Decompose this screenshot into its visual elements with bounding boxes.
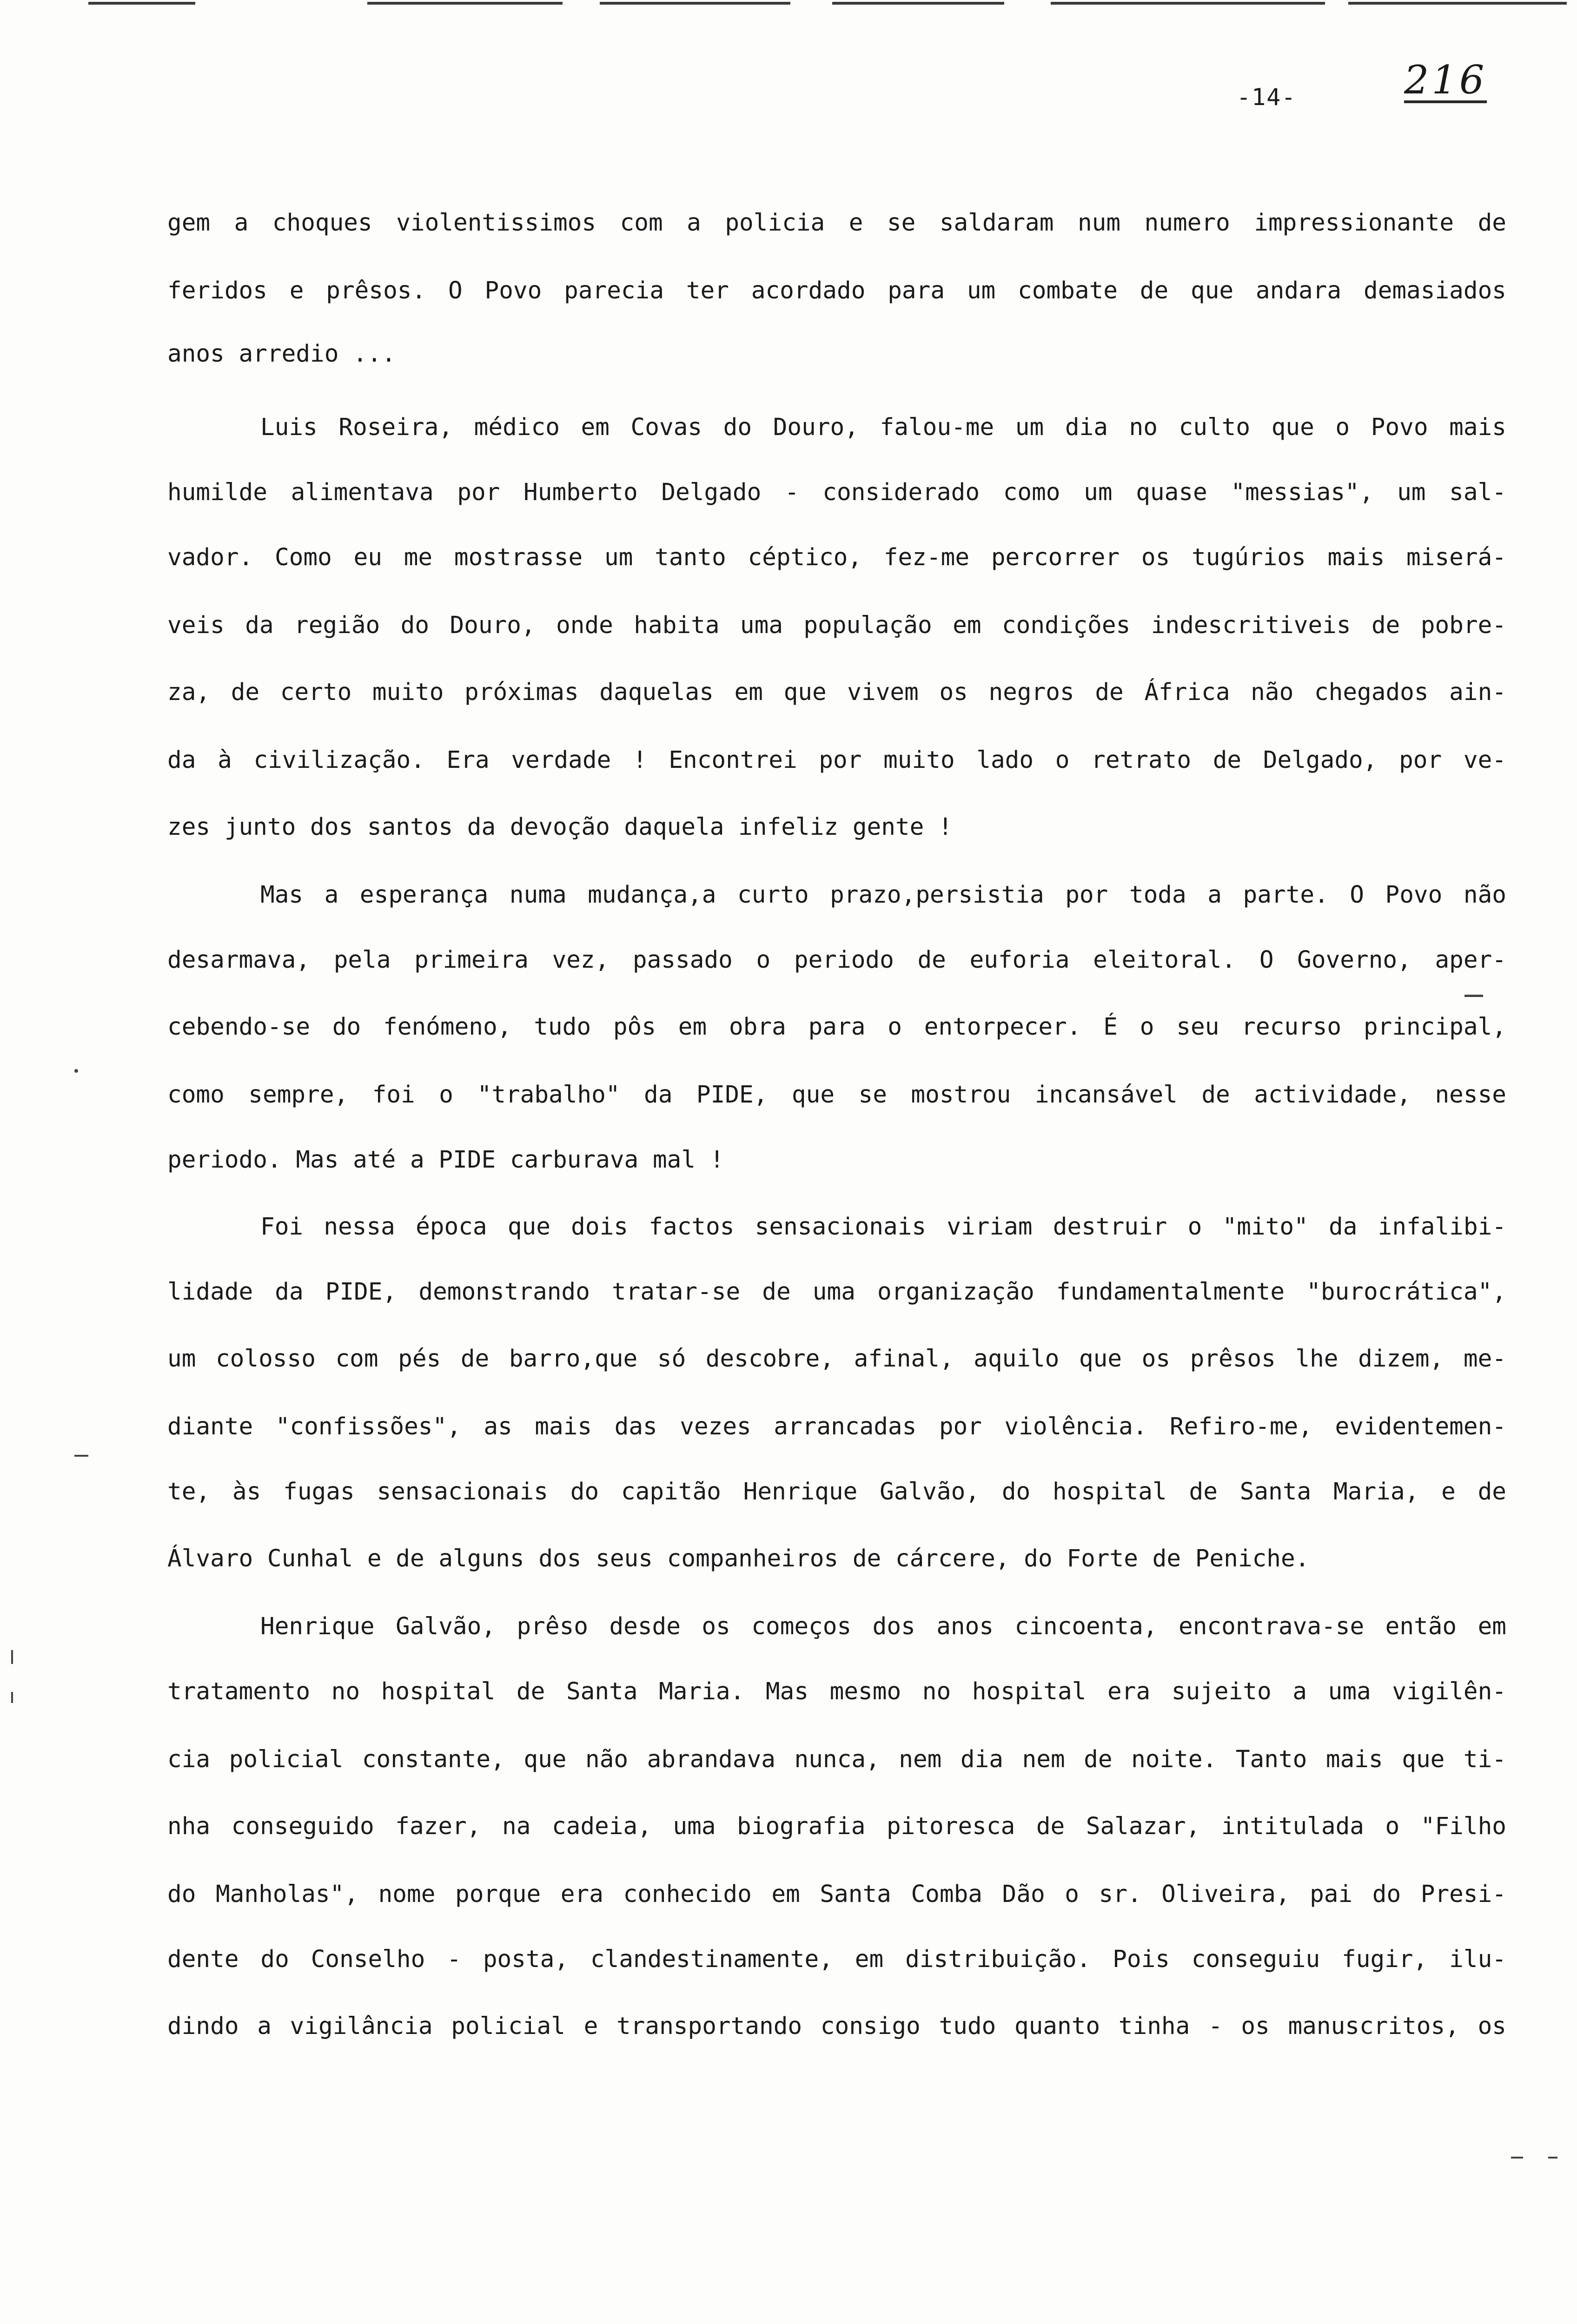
text-line: diante "confissões", as mais das vezes arrancadas por violência. Refiro-me, evidentemen- bbox=[167, 1413, 1506, 1440]
scan-edge-line bbox=[1051, 2, 1325, 5]
text-line: como sempre, foi o "trabalho" da PIDE, que se mostrou incansável de actividade, nesse bbox=[167, 1081, 1506, 1109]
text-line: Álvaro Cunhal e de alguns dos seus companheiros de cárcere, do Forte de Peniche. bbox=[167, 1545, 1310, 1572]
text-line: desarmava, pela primeira vez, passado o periodo de euforia eleitoral. O Governo, aper- bbox=[167, 946, 1506, 974]
text-line: Mas a esperança numa mudança,a curto prazo,persistia por toda a parte. O Povo não bbox=[260, 881, 1506, 909]
archive-number: 216 bbox=[1404, 57, 1487, 103]
text-line: veis da região do Douro, onde habita uma população em condições indescritiveis de pobre- bbox=[167, 612, 1506, 639]
text-line: do Manholas", nome porque era conhecido em Santa Comba Dão o sr. Oliveira, pai do Presi- bbox=[167, 1881, 1506, 1908]
text-line: cia policial constante, que não abrandava nunca, nem dia nem de noite. Tanto mais que ti- bbox=[167, 1746, 1506, 1773]
text-line: feridos e prêsos. O Povo parecia ter acordado para um combate de que andara demasiados bbox=[167, 277, 1506, 304]
scan-edge-line bbox=[367, 2, 563, 5]
text-line: um colosso com pés de barro,que só descobre, afinal, aquilo que os prêsos lhe dizem, me- bbox=[167, 1345, 1506, 1373]
scan-speck bbox=[1548, 2157, 1557, 2159]
text-line: za, de certo muito próximas daquelas em que vivem os negros de África não chegados ain- bbox=[167, 679, 1506, 706]
text-line: cebendo-se do fenómeno, tudo pôs em obra para o entorpecer. É o seu recurso principal, bbox=[167, 1013, 1506, 1041]
scan-edge-line bbox=[1348, 2, 1567, 5]
text-line: vador. Como eu me mostrasse um tanto céptico, fez-me percorrer os tugúrios mais miserá- bbox=[167, 544, 1506, 571]
scan-speck bbox=[74, 1455, 88, 1457]
text-line: gem a choques violentissimos com a policia e se saldaram num numero impressionante de bbox=[167, 209, 1506, 237]
scan-speck bbox=[11, 1650, 13, 1664]
text-line: da à civilização. Era verdade ! Encontrei por muito lado o retrato de Delgado, por ve- bbox=[167, 746, 1506, 774]
page-number: -14- bbox=[1237, 84, 1297, 111]
text-line: tratamento no hospital de Santa Maria. Mas mesmo no hospital era sujeito a uma vigilên- bbox=[167, 1678, 1506, 1705]
text-line: humilde alimentava por Humberto Delgado - considerado como um quase "messias", um sal- bbox=[167, 479, 1506, 506]
scan-edge-line bbox=[88, 2, 195, 5]
text-line: periodo. Mas até a PIDE carburava mal ! bbox=[167, 1146, 724, 1174]
scan-edge-line bbox=[832, 2, 1004, 5]
text-line: nha conseguido fazer, na cadeia, uma biografia pitoresca de Salazar, intitulada o "Filho bbox=[167, 1813, 1506, 1840]
text-line: dente do Conselho - posta, clandestinamente, em distribuição. Pois conseguiu fugir, ilu- bbox=[167, 1946, 1506, 1973]
text-line: Henrique Galvão, prêso desde os começos dos anos cincoenta, encontrava-se então em bbox=[260, 1613, 1506, 1640]
scan-speck bbox=[1464, 995, 1483, 997]
text-line: Luis Roseira, médico em Covas do Douro, falou-me um dia no culto que o Povo mais bbox=[260, 414, 1506, 441]
scan-speck bbox=[1511, 2157, 1523, 2159]
scan-edge-line bbox=[600, 2, 790, 5]
text-line: te, às fugas sensacionais do capitão Henrique Galvão, do hospital de Santa Maria, e de bbox=[167, 1478, 1506, 1505]
text-line: Foi nessa época que dois factos sensacionais viriam destruir o "mito" da infalibi- bbox=[260, 1213, 1506, 1241]
text-line: zes junto dos santos da devoção daquela infeliz gente ! bbox=[167, 813, 953, 841]
text-line: dindo a vigilância policial e transportando consigo tudo quanto tinha - os manuscritos, os bbox=[167, 2013, 1506, 2040]
text-line: anos arredio ... bbox=[167, 340, 396, 368]
scan-speck bbox=[11, 1692, 13, 1703]
scan-speck bbox=[74, 1069, 78, 1073]
text-line: lidade da PIDE, demonstrando tratar-se de uma organização fundamentalmente "burocrática", bbox=[167, 1278, 1506, 1306]
